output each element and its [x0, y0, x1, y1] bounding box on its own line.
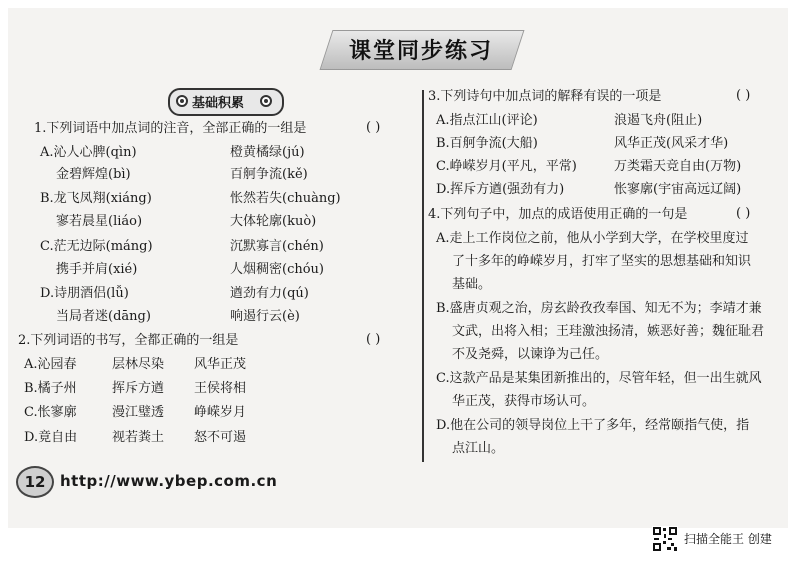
q1-option-d-4: 响遏行云(è)	[230, 309, 300, 324]
q1-stem: 1.下列词语中加点词的注音，全部正确的一组是	[34, 121, 307, 136]
q3-option-b-2: 风华正茂(风采才华)	[614, 136, 729, 151]
q4-option-c-line-2: 华正茂，获得市场认可。	[452, 394, 596, 409]
q2-option-b-2: 挥斥方遒	[112, 381, 165, 396]
q2-option-c-3: 峥嵘岁月	[194, 405, 247, 420]
q3-option-d-1: D.挥斥方遒(强劲有力)	[436, 182, 565, 197]
q1-option-c-1: C.茫无边际(máng)	[40, 239, 153, 254]
q4-option-d-line-1: D.他在公司的领导岗位上干了多年，经常颐指气使，指	[436, 418, 750, 433]
q3-option-d-2: 怅寥廓(宇宙高远辽阔)	[614, 182, 742, 197]
qr-code-icon	[652, 526, 678, 552]
q1-option-b-1: B.龙飞凤翔(xiáng)	[40, 191, 152, 206]
q4-option-b-line-1: B.盛唐贞观之治，房玄龄孜孜奉国、知无不为；李靖才兼	[436, 301, 762, 316]
q3-option-b-1: B.百舸争流(大船)	[436, 136, 538, 151]
q3-option-c-2: 万类霜天竞自由(万物)	[614, 159, 742, 174]
q4-option-a-line-3: 基础。	[452, 277, 492, 292]
q1-option-b-4: 大体轮廓(kuò)	[230, 214, 317, 229]
q2-option-a-2: 层林尽染	[112, 357, 165, 372]
q2-option-a-1: A.沁园春	[24, 357, 77, 372]
q2-option-d-2: 视若粪土	[112, 430, 165, 445]
page-number: 12	[16, 466, 54, 498]
q1-option-b-2: 怅然若失(chuàng)	[230, 191, 341, 206]
q1-option-d-2: 遒劲有力(qú)	[230, 286, 309, 301]
q2-option-c-1: C.怅寥廓	[24, 405, 77, 420]
q4-option-a-line-2: 了十多年的峥嵘岁月，打牢了坚实的思想基础和知识	[452, 254, 752, 269]
q4-option-b-line-2: 文武，出将入相；王珪激浊扬清，嫉恶好善；魏征耻君	[452, 324, 765, 339]
q4-option-a-line-1: A.走上工作岗位之前，他从小学到大学，在学校里度过	[436, 231, 749, 246]
q2-option-c-2: 漫江璧透	[112, 405, 165, 420]
q2-option-b-1: B.橘子州	[24, 381, 77, 396]
q1-option-c-2: 沉默寡言(chén)	[230, 239, 324, 254]
q2-option-d-3: 怒不可遏	[194, 430, 247, 445]
footer-url[interactable]: http://www.ybep.com.cn	[60, 472, 278, 490]
right-column	[8, 8, 788, 528]
q1-answer-paren: ( )	[366, 120, 381, 135]
q4-option-b-line-3: 不及尧舜，以谏诤为己任。	[452, 347, 609, 362]
q3-option-c-1: C.峥嵘岁月(平凡，平常)	[436, 159, 577, 174]
q2-stem: 2.下列词语的书写，全都正确的一组是	[18, 333, 239, 348]
q2-option-b-3: 王侯将相	[194, 381, 247, 396]
q4-option-d-line-2: 点江山。	[452, 441, 505, 456]
q3-option-a-1: A.指点江山(评论)	[436, 113, 538, 128]
q2-option-d-1: D.竟自由	[24, 430, 78, 445]
q1-option-d-1: D.诗朋酒侣(lǚ)	[40, 286, 129, 301]
q2-option-a-3: 风华正茂	[194, 357, 247, 372]
q1-option-c-3: 携手并肩(xié)	[56, 262, 138, 277]
q1-option-c-4: 人烟稠密(chóu)	[230, 262, 324, 277]
q1-option-b-3: 寥若晨星(liáo)	[56, 214, 143, 229]
q4-stem: 4.下列句子中，加点的成语使用正确的一句是	[428, 207, 688, 222]
q1-option-d-3: 当局者迷(dāng)	[56, 309, 151, 324]
textbook-page	[8, 8, 788, 528]
q3-answer-paren: ( )	[736, 88, 751, 103]
section-badge-label: 基础积累	[192, 96, 245, 111]
scanner-watermark-label: 扫描全能王 创建	[684, 532, 772, 546]
q1-option-a-3: 金碧辉煌(bì)	[56, 167, 131, 182]
q1-option-a-2: 橙黄橘绿(jú)	[230, 145, 305, 160]
page-title: 课堂同步练习	[348, 39, 493, 64]
q2-answer-paren: ( )	[366, 332, 381, 347]
q3-stem: 3.下列诗句中加点词的解释有误的一项是	[428, 89, 662, 104]
q1-option-a-4: 百舸争流(kě)	[230, 167, 308, 182]
q4-answer-paren: ( )	[736, 206, 751, 221]
q1-option-a-1: A.沁人心脾(qìn)	[40, 145, 137, 160]
q4-option-c-line-1: C.这款产品是某集团新推出的，尽管年轻，但一出生就风	[436, 371, 762, 386]
q3-option-a-2: 浪遏飞舟(阻止)	[614, 113, 703, 128]
